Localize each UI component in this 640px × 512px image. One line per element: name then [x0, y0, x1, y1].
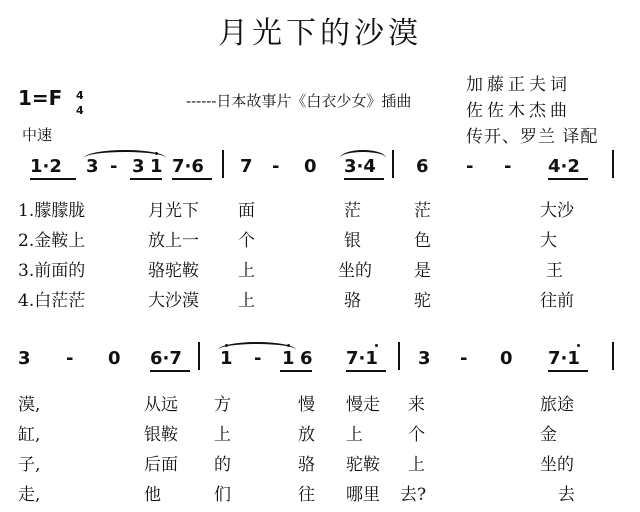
note-group: 7·6 — [172, 156, 204, 177]
note: 3 — [132, 156, 145, 177]
lyric-v1: 茫 — [414, 201, 431, 221]
slur — [218, 342, 296, 350]
lyric-v3: 骆 — [298, 455, 315, 475]
time-signature-bottom: 4 — [76, 104, 84, 117]
note: 1 — [220, 348, 233, 369]
note: 6 — [416, 156, 429, 177]
lyric-v4: 往前 — [540, 291, 574, 311]
lyric-v1: 来 — [408, 395, 425, 415]
lyric-v4: 们 — [214, 485, 231, 505]
rest: 0 — [108, 348, 121, 369]
dash: - — [466, 156, 474, 177]
source-note: ------日本故事片《白衣少女》插曲 — [186, 92, 412, 110]
beam-underline — [150, 370, 190, 372]
note-group: 1·2 — [30, 156, 62, 177]
lyric-v2: 缸, — [18, 425, 41, 445]
slur — [84, 150, 166, 158]
octave-dot — [155, 152, 158, 155]
lyric-v3: 坐的 — [338, 261, 372, 281]
lyric-v1: 慢走 — [346, 395, 380, 415]
lyric-v2: 个 — [408, 425, 425, 445]
lyric-v4: 走, — [18, 485, 41, 505]
lyric-v3: 上 — [238, 261, 255, 281]
lyric-v1: 旅途 — [540, 395, 574, 415]
lyric-v4: 哪里 — [346, 485, 380, 505]
lyric-v3: 王 — [546, 261, 563, 281]
note: 1 — [150, 156, 163, 177]
lyric-v4: 4.白茫茫 — [18, 291, 86, 311]
rest: 0 — [500, 348, 513, 369]
lyric-v2: 放上一 — [148, 231, 199, 251]
lyric-v4: 驼 — [414, 291, 431, 311]
note-group: 7·1 — [346, 348, 378, 369]
barline — [398, 342, 400, 370]
beam-underline — [172, 178, 212, 180]
lyric-v1: 从远 — [144, 395, 178, 415]
lyric-v2: 2.金鞍上 — [18, 231, 86, 251]
lyric-v1: 月光下 — [148, 201, 199, 221]
lyric-v1: 大沙 — [540, 201, 574, 221]
lyric-v2: 金 — [540, 425, 557, 445]
barline — [198, 342, 200, 370]
beam-underline — [30, 178, 76, 180]
dash: - — [254, 348, 262, 369]
octave-dot — [375, 344, 378, 347]
lyric-v3: 后面 — [144, 455, 178, 475]
composer-credit: 佐佐木杰曲 — [466, 101, 571, 121]
lyric-v4: 去? — [400, 485, 427, 505]
beam-underline — [346, 370, 386, 372]
beam-underline — [344, 178, 384, 180]
note: 6 — [300, 348, 313, 369]
lyric-v2: 个 — [238, 231, 255, 251]
note: 3 — [86, 156, 99, 177]
note: 3 — [18, 348, 31, 369]
dash: - — [272, 156, 280, 177]
lyric-v3: 3.前面的 — [18, 261, 86, 281]
beam-underline — [548, 178, 588, 180]
translator-credit: 传开、罗兰 译配 — [466, 127, 599, 147]
note: 3 — [418, 348, 431, 369]
lyric-v3: 是 — [414, 261, 431, 281]
dash: - — [66, 348, 74, 369]
lyric-v4: 往 — [298, 485, 315, 505]
beam-underline — [130, 178, 162, 180]
lyric-v3: 的 — [214, 455, 231, 475]
dash: - — [110, 156, 118, 177]
slur — [340, 150, 386, 158]
lyric-v2: 上 — [214, 425, 231, 445]
time-signature-top: 4 — [76, 89, 84, 102]
beam-underline — [548, 370, 588, 372]
lyric-v3: 子, — [18, 455, 41, 475]
lyricist-credit: 加藤正夫词 — [466, 75, 571, 95]
lyric-v4: 他 — [144, 485, 161, 505]
rest: 0 — [304, 156, 317, 177]
lyric-v2: 色 — [414, 231, 431, 251]
lyric-v4: 去 — [558, 485, 575, 505]
barline — [222, 150, 224, 178]
tempo-marking: 中速 — [22, 126, 53, 144]
lyric-v2: 放 — [298, 425, 315, 445]
note-group: 7·1 — [548, 348, 580, 369]
lyric-v2: 银鞍 — [144, 425, 178, 445]
lyric-v2: 大 — [540, 231, 557, 251]
note: 1 — [282, 348, 295, 369]
octave-dot — [225, 344, 228, 347]
lyric-v3: 骆驼鞍 — [148, 261, 199, 281]
time-signature — [76, 88, 84, 118]
dash: - — [504, 156, 512, 177]
lyric-v4: 骆 — [344, 291, 361, 311]
lyric-v1: 面 — [238, 201, 255, 221]
lyric-v3: 坐的 — [540, 455, 574, 475]
note-group: 3·4 — [344, 156, 376, 177]
octave-dot — [287, 344, 290, 347]
lyric-v4: 上 — [238, 291, 255, 311]
octave-dot — [577, 344, 580, 347]
dash: - — [460, 348, 468, 369]
note-group: 4·2 — [548, 156, 580, 177]
key-signature: 1=F — [18, 86, 63, 110]
barline — [612, 150, 614, 178]
lyric-v1: 1.朦朦胧 — [18, 201, 86, 221]
note: 7 — [240, 156, 253, 177]
lyric-v4: 大沙漠 — [148, 291, 199, 311]
lyric-v1: 茫 — [344, 201, 361, 221]
barline — [612, 342, 614, 370]
song-title: 月光下的沙漠 — [218, 16, 422, 51]
lyric-v3: 上 — [408, 455, 425, 475]
beam-underline — [280, 370, 312, 372]
note-group: 6·7 — [150, 348, 182, 369]
lyric-v2: 上 — [346, 425, 363, 445]
lyric-v3: 驼鞍 — [346, 455, 380, 475]
lyric-v1: 漠, — [18, 395, 41, 415]
lyric-v1: 慢 — [298, 395, 315, 415]
lyric-v2: 银 — [344, 231, 361, 251]
lyric-v1: 方 — [214, 395, 231, 415]
barline — [392, 150, 394, 178]
